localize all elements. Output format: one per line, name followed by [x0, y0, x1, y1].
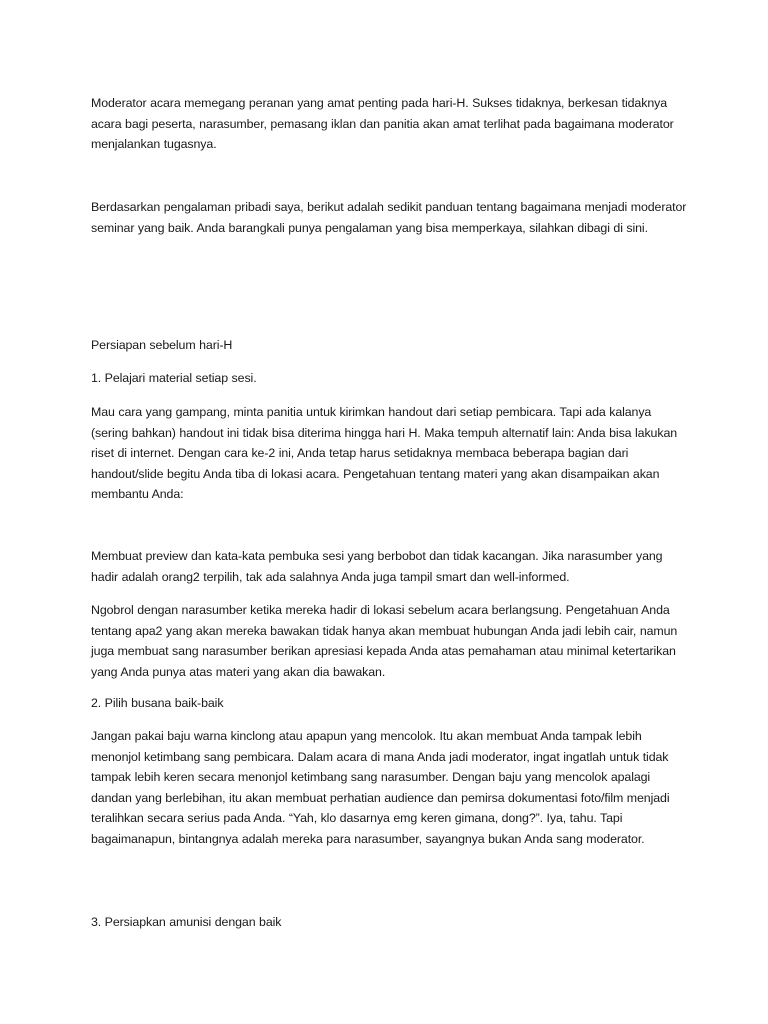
guide-intro-paragraph: Berdasarkan pengalaman pribadi saya, berikut adalah sedikit panduan tentang bagaimana menjadi moderator seminar yang baik. Anda barangkali punya pengalaman yang bisa memperkaya, silahkan dibagi di sini. — [91, 200, 687, 235]
section-heading-preparation: Persiapan sebelum hari-H — [91, 338, 233, 352]
step-1-paragraph: Mau cara yang gampang, minta panitia untuk kirimkan handout dari setiap pembicara. Tapi ada kalanya (sering bahkan) handout ini tidak bisa diterima hingga hari H. Maka tempuh alternatif lain: Anda bisa lakukan riset di internet. Dengan cara ke-2 ini, Anda tetap harus setidaknya membaca beberapa bagian dari handout/slide begitu Anda tiba di lokasi acara. Pengetahuan tentang materi yang akan disampaikan akan membantu Anda: — [91, 405, 678, 502]
step-2-heading: 2. Pilih busana baik-baik — [91, 696, 224, 710]
chat-paragraph: Ngobrol dengan narasumber ketika mereka hadir di lokasi sebelum acara berlangsung. Pengetahuan Anda tentang apa2 yang akan mereka bawakan tidak hanya akan membuat hubungan Anda jadi lebih cair, namun juga membuat sang narasumber berikan apresiasi kepada Anda atas pemahaman atau minimal ketertarikan yang Anda punya atas materi yang akan dia bawakan. — [91, 603, 678, 679]
step-2-paragraph: Jangan pakai baju warna kinclong atau apapun yang mencolok. Itu akan membuat Anda tampak lebih menonjol ketimbang sang pembicara. Dalam acara di mana Anda jadi moderator, ingat ingatlah untuk tidak tampak lebih keren secara menonjol ketimbang sang narasumber. Dengan baju yang mencolok apalagi dandan yang berlebihan, itu akan membuat perhatian audience dan pemirsa dokumentasi foto/film menjadi teralihkan secara serius pada Anda. “Yah, klo dasarnya emg keren gimana, dong?”. Iya, tahu. Tapi bagaimanapun, bintangnya adalah mereka para narasumber, sayangnya bukan Anda sang moderator. — [91, 729, 670, 846]
step-1-heading: 1. Pelajari material setiap sesi. — [91, 371, 257, 385]
intro-paragraph: Moderator acara memegang peranan yang amat penting pada hari-H. Sukses tidaknya, berkesan tidaknya acara bagi peserta, narasumber, pemasang iklan dan panitia akan amat terlihat pada bagaimana moderator menjalankan tugasnya. — [91, 96, 674, 152]
preview-paragraph: Membuat preview dan kata-kata pembuka sesi yang berbobot dan tidak kacangan. Jika narasumber yang hadir adalah orang2 terpilih, tak ada salahnya Anda juga tampil smart dan well-informed. — [91, 549, 663, 584]
step-3-heading: 3. Persiapkan amunisi dengan baik — [91, 915, 282, 929]
